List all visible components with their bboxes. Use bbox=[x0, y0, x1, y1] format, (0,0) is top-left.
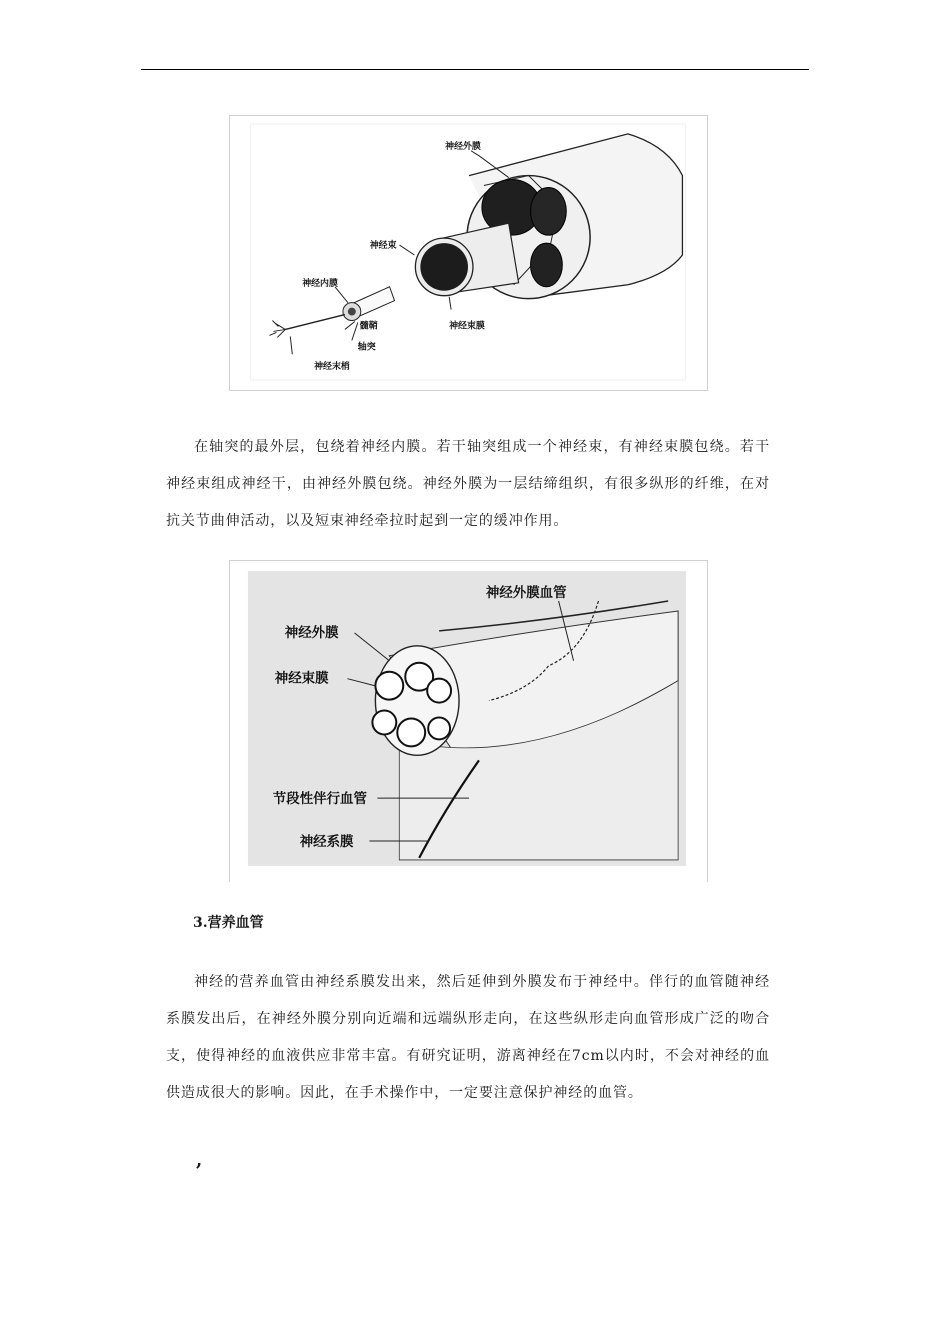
label-epineurium: 神经外膜 bbox=[445, 141, 481, 152]
label-perineurium: 神经束膜 bbox=[449, 321, 485, 332]
label-myelin-sheath: 髓鞘 bbox=[359, 321, 378, 332]
label-epineurial-vessels: 神经外膜血管 bbox=[485, 586, 567, 602]
label-epineurium-2: 神经外膜 bbox=[284, 625, 339, 641]
label-fascicle: 神经束 bbox=[369, 241, 397, 252]
nerve-structure-figure bbox=[229, 115, 708, 391]
nerve-structure-illustration bbox=[230, 116, 707, 390]
label-segmental-vessels: 节段性伴行血管 bbox=[272, 792, 367, 808]
paragraph-blood-supply: 神经的营养血管由神经系膜发出来，然后延伸到外膜发布于神经中。伴行的血管随神经系膜发出后，在神经外膜分别向近端和远端纵形走向，在这些纵形走向血管形成广泛的吻合支，使得神经的血液供应非常丰富。有研究证明，游离神经在7cm以内时，不会对神经的血供造成很大的影响。因此，在手术操作中，一定要注意保护神经的血管。 bbox=[166, 974, 770, 1101]
nerve-vessel-illustration bbox=[230, 561, 707, 882]
label-axon: 轴突 bbox=[357, 342, 376, 353]
label-perineurium-2: 神经束膜 bbox=[274, 671, 329, 687]
label-endoneurium: 神经内膜 bbox=[302, 278, 338, 289]
section-heading: 3.营养血管 bbox=[193, 915, 264, 931]
nerve-blood-supply-figure bbox=[229, 560, 708, 882]
header-rule bbox=[141, 69, 809, 70]
label-mesoneurium: 神经系膜 bbox=[299, 834, 354, 850]
paragraph-nerve-layers: 在轴突的最外层，包绕着神经内膜。若干轴突组成一个神经束，有神经束膜包绕。若干神经束组成神经干，由神经外膜包绕。神经外膜为一层结缔组织，有很多纵形的纤维，在对抗关节曲伸活动，以及短束神经牵拉时起到一定的缓冲作用。 bbox=[166, 439, 770, 529]
label-nerve-ending: 神经末梢 bbox=[314, 362, 350, 373]
trailing-mark: , bbox=[196, 1150, 203, 1171]
